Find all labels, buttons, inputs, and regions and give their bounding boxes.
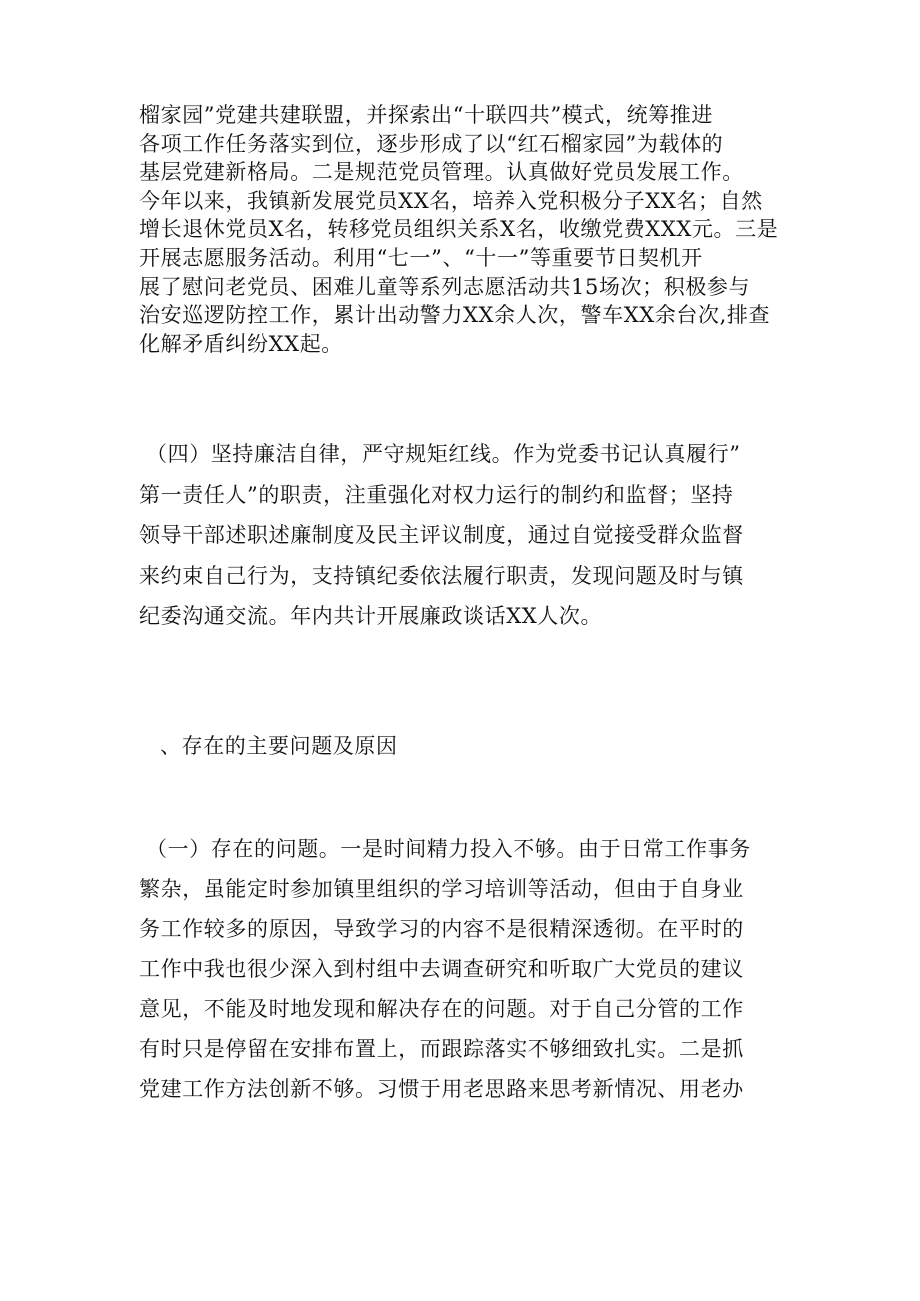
paragraph-line: 来约束自己行为，支持镇纪委依法履行职责，发现问题及时与镇 xyxy=(139,563,744,588)
paragraph-line: 各项工作任务落实到位，逐步形成了以“红石榴家园”为载体的 xyxy=(139,131,724,156)
paragraph-line: 繁杂，虽能定时参加镇里组织的学习培训等活动，但由于自身业 xyxy=(139,877,744,901)
paragraph-line: 工作中我也很少深入到村组中去调查研究和听取广大党员的建议 xyxy=(139,957,744,981)
paragraph-party-member-management xyxy=(139,101,789,358)
paragraph-line: （四）坚持廉洁自律，严守规矩红线。作为党委书记认真履行” xyxy=(146,442,741,466)
paragraph-integrity-self-discipline xyxy=(139,434,796,637)
paragraph-line: 第一责任人”的职责，注重强化对权力运行的制约和监督；坚持 xyxy=(139,482,734,507)
paragraph-line: 开展志愿服务活动。利用“七一”、“十一”等重要节日契机开 xyxy=(139,245,703,270)
paragraph-line: 意见，不能及时地发现和解决存在的问题。对于自己分管的工作 xyxy=(139,997,744,1021)
paragraph-line: 务工作较多的原因，导致学习的内容不是很精深透彻。在平时的 xyxy=(139,917,744,941)
paragraph-line: 化解矛盾纠纷XX起。 xyxy=(139,331,343,356)
paragraph-line: 治安巡逻防控工作，累计出动警力XX余人次，警车XX余台次,排查 xyxy=(139,303,771,328)
paragraph-line: 展了慰问老党员、困难儿童等系列志愿活动共15场次；积极参与 xyxy=(139,274,751,299)
paragraph-line: （一）存在的问题。一是时间精力投入不够。由于日常工作事务 xyxy=(146,837,751,861)
paragraph-line: 纪委沟通交流。年内共计开展廉政谈话XX人次。 xyxy=(139,604,603,629)
paragraph-line: 领导干部述职述廉制度及民主评议制度，通过自觉接受群众监督 xyxy=(139,523,744,548)
paragraph-line: 基层党建新格局。二是规范党员管理。认真做好党员发展工作。 xyxy=(139,160,744,185)
section-heading-text: 、存在的主要问题及原因 xyxy=(160,734,398,758)
paragraph-line: 今年以来，我镇新发展党员XX名，培养入党积极分子XX名；自然 xyxy=(139,188,763,213)
paragraph-line: 党建工作方法创新不够。习惯于用老思路来思考新情况、用老办 xyxy=(139,1077,744,1101)
paragraph-line: 有时只是停留在安排布置上，而跟踪落实不够细致扎实。二是抓 xyxy=(139,1037,744,1061)
paragraph-line: 榴家园”党建共建联盟，并探索出“十联四共”模式，统筹推进 xyxy=(139,103,714,127)
paragraph-existing-problems xyxy=(139,829,806,1109)
paragraph-line: 增长退休党员X名，转移党员组织关系X名，收缴党费XXX元。三是 xyxy=(139,217,779,242)
section-heading xyxy=(160,730,810,762)
